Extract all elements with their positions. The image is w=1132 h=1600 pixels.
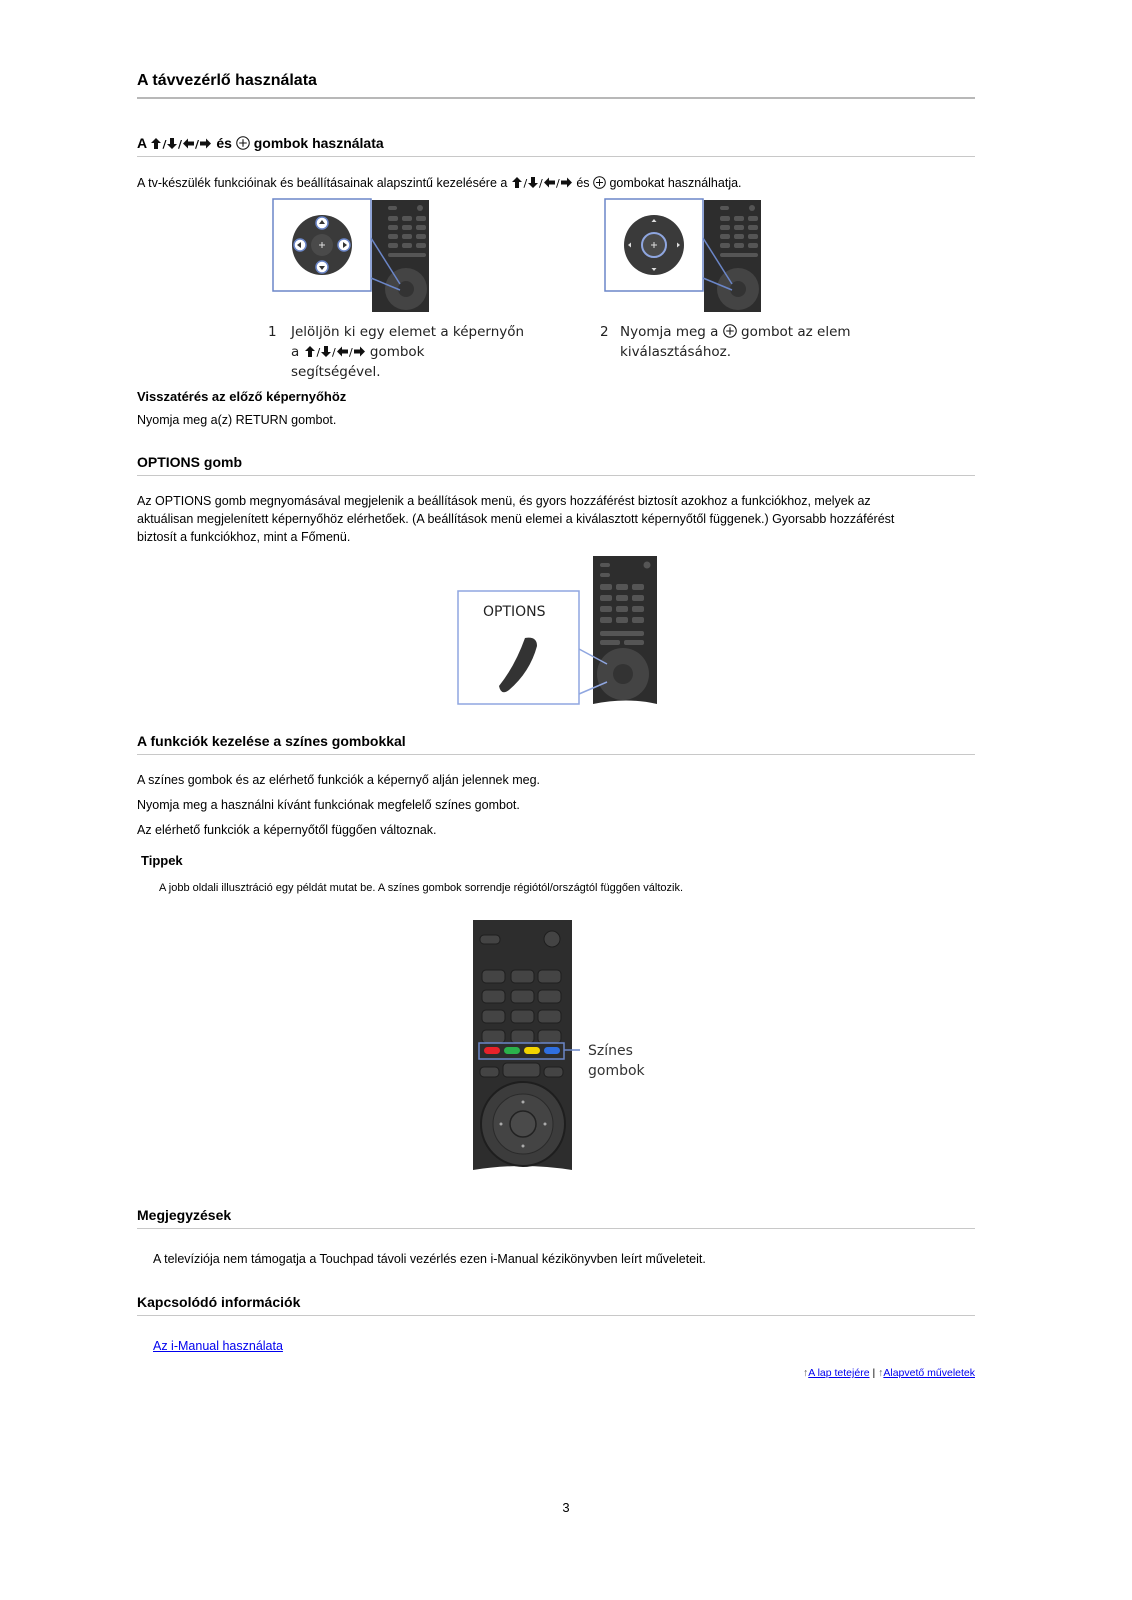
color-buttons-callout-line2: gombok bbox=[588, 1063, 645, 1079]
up-down-left-right-arrows-icon bbox=[304, 345, 366, 358]
remote-navigation-illustration bbox=[272, 198, 432, 313]
footer-nav: ↑A lap tetejére | ↑Alapvető műveletek bbox=[802, 1367, 975, 1379]
step-2-caption: 2 Nyomja meg a gombot az elem kiválasztásához. bbox=[600, 324, 851, 360]
red-button bbox=[484, 1047, 500, 1054]
section-rule bbox=[137, 156, 975, 157]
tips-text: A jobb oldali illusztráció egy példát mutat be. A színes gombok sorrendje régiótól/országtól függően változik. bbox=[159, 882, 684, 894]
page-number: 3 bbox=[562, 1500, 570, 1515]
page-title: A távvezérlő használata bbox=[137, 72, 317, 89]
blue-button bbox=[544, 1047, 560, 1054]
title-rule bbox=[137, 97, 975, 99]
return-text: Nyomja meg a(z) RETURN gombot. bbox=[137, 413, 337, 427]
color-text-line2: Nyomja meg a használni kívánt funkciónak megfelelő színes gombot. bbox=[137, 798, 520, 812]
options-button-illustration bbox=[457, 554, 662, 706]
options-description: Az OPTIONS gomb megnyomásával megjelenik a beállítások menü, és gyors hozzáférést biztosít azokhoz a funkciókhoz, melyek az aktuálisan megjelenített képernyőhöz elérhetőek. (A beállítások menü elemei a kiválasztott képernyőtől függenek.) Gyorsabb hozzáférést biztosít a funkciókhoz, mint a Főmenü. bbox=[137, 494, 895, 544]
section-heading-color-buttons: A funkciók kezelése a színes gombokkal bbox=[137, 733, 406, 749]
step-1-caption: 1 Jelöljön ki egy elemet a képernyőn a gombok segítségével. bbox=[268, 324, 525, 380]
section-heading-related: Kapcsolódó információk bbox=[137, 1294, 301, 1310]
section-heading-arrows: A és gombok használata bbox=[137, 135, 384, 151]
i-manual-link[interactable]: Az i-Manual használata bbox=[153, 1339, 283, 1353]
return-heading: Visszatérés az előző képernyőhöz bbox=[137, 389, 347, 404]
up-down-left-right-arrows-icon bbox=[511, 176, 573, 189]
color-buttons-callout-line1: Színes bbox=[588, 1043, 633, 1059]
yellow-button bbox=[524, 1047, 540, 1054]
section-rule bbox=[137, 754, 975, 755]
section1-intro: A tv-készülék funkcióinak és beállításainak alapszintű kezelésére a és gombokat használhatja. bbox=[137, 176, 742, 190]
circled-plus-icon bbox=[723, 324, 737, 338]
remote-color-buttons-illustration bbox=[470, 918, 650, 1174]
section-rule bbox=[137, 1228, 975, 1229]
green-button bbox=[504, 1047, 520, 1054]
basic-operations-link[interactable]: Alapvető műveletek bbox=[883, 1367, 975, 1379]
up-arrow-icon: ↑ bbox=[802, 1367, 809, 1379]
up-arrow-icon: ↑ bbox=[878, 1367, 884, 1379]
up-down-left-right-arrows-icon bbox=[150, 137, 212, 150]
color-text-line1: A színes gombok és az elérhető funkciók a képernyő alján jelennek meg. bbox=[137, 773, 541, 787]
top-of-page-link[interactable]: A lap tetejére bbox=[808, 1367, 870, 1379]
section-heading-options: OPTIONS gomb bbox=[137, 454, 242, 470]
options-label: OPTIONS bbox=[483, 604, 546, 620]
circled-plus-icon bbox=[593, 176, 606, 189]
color-text-line3: Az elérhető funkciók a képernyőtől függően változnak. bbox=[137, 823, 437, 837]
section-rule bbox=[137, 475, 975, 476]
tips-heading: Tippek bbox=[141, 853, 183, 868]
section-heading-notes: Megjegyzések bbox=[137, 1207, 232, 1223]
notes-text: A televíziója nem támogatja a Touchpad távoli vezérlés ezen i-Manual kézikönyvben leírt műveleteit. bbox=[153, 1252, 706, 1266]
remote-enter-illustration bbox=[604, 198, 764, 313]
section-rule bbox=[137, 1315, 975, 1316]
circled-plus-icon bbox=[236, 136, 250, 150]
